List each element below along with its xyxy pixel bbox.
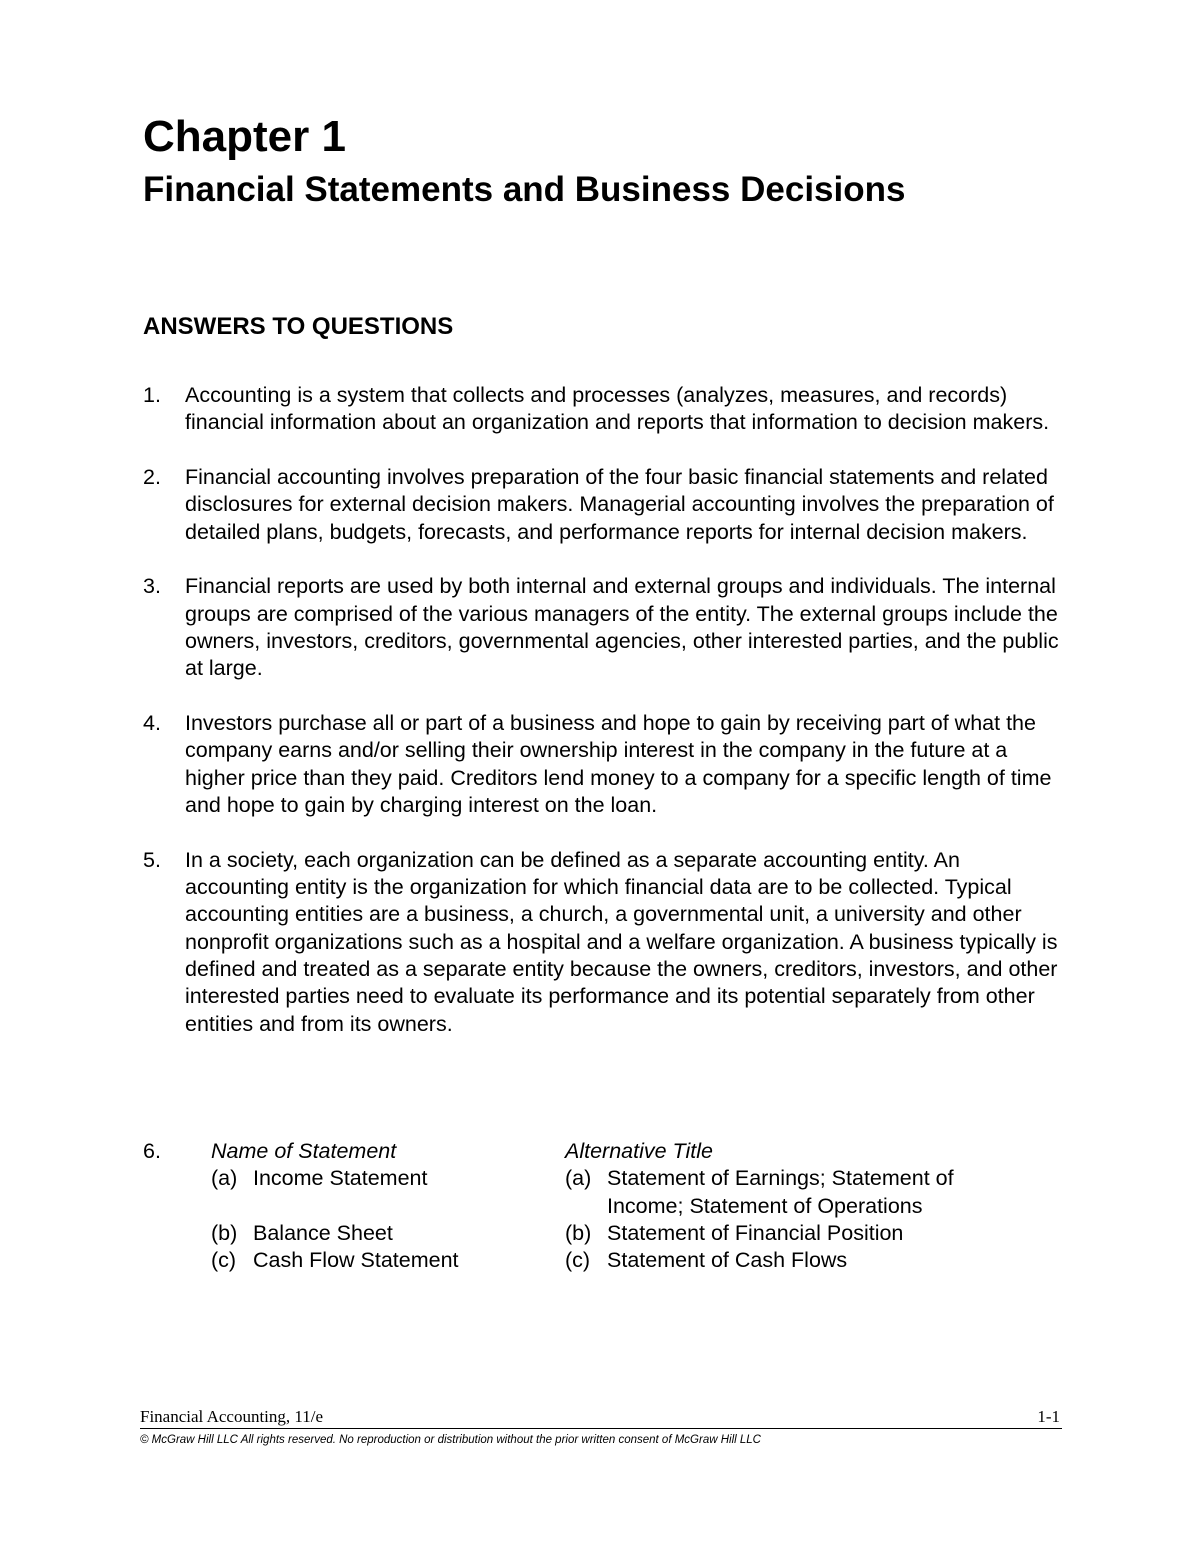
- statement-name: Income Statement: [253, 1166, 428, 1191]
- answer-number: 2.: [143, 465, 161, 490]
- answer-text: Financial accounting involves preparation of the four basic financial statements and related disclosures for external decision makers. Managerial accounting involves the preparation of detailed plans, budgets, forecasts, and performance reports for internal decision makers.: [185, 465, 1054, 544]
- alternative-title: Statement of Cash Flows: [607, 1248, 848, 1273]
- chapter-subtitle: Financial Statements and Business Decisions: [143, 170, 906, 209]
- footer-page-number: 1-1: [1037, 1407, 1060, 1426]
- chapter-title: Chapter 1: [143, 112, 346, 161]
- answer-text: Investors purchase all or part of a business and hope to gain by receiving part of what the company earns and/or selling their ownership interest in the company in the future at a higher price than they paid. Creditors lend money to a company for a specific length of time and hope to gain by charging interest on the loan.: [185, 711, 1052, 818]
- footer-copyright: © McGraw Hill LLC All rights reserved. No reproduction or distribution without the prior written consent of McGraw Hill LLC: [140, 1434, 761, 1446]
- footer-divider: [140, 1428, 1062, 1429]
- answers-list: [143, 382, 1063, 1065]
- answer-number: 6.: [143, 1139, 161, 1163]
- answer-item: [143, 464, 1063, 546]
- alternative-title: Statement of Earnings; Statement of Income; Statement of Operations: [607, 1166, 954, 1218]
- answer-item: [143, 382, 1063, 437]
- row-label: (a): [565, 1166, 592, 1191]
- answer-number: 3.: [143, 574, 161, 599]
- row-label: (c): [211, 1248, 237, 1273]
- answer-text: Accounting is a system that collects and processes (analyzes, measures, and records) financial information about an organization and reports that information to decision makers.: [185, 383, 1050, 435]
- statement-row: [211, 1220, 551, 1247]
- row-label: (a): [211, 1166, 238, 1191]
- column-header-name: Name of Statement: [211, 1139, 397, 1163]
- answer-number: 4.: [143, 711, 161, 736]
- answer-text: In a society, each organization can be defined as a separate accounting entity. An accounting entity is the organization for which financial data are to be collected. Typical accounting entities are a business, a church, a governmental unit, a university and other nonprofit organizations such as a hospital and a welfare organization. A business typically is defined and treated as a separate entity because the owners, creditors, investors, and other interested parties need to evaluate its performance and its potential separately from other entities and from its owners.: [185, 847, 1058, 1036]
- answer-item: [143, 847, 1063, 1038]
- alternative-title: Statement of Financial Position: [607, 1220, 904, 1245]
- statement-name-column: [211, 1138, 551, 1274]
- statement-row: [211, 1165, 551, 1192]
- statement-name: Cash Flow Statement: [253, 1248, 459, 1273]
- statement-row: [211, 1247, 551, 1274]
- answer-text: Financial reports are used by both internal and external groups and individuals. The internal groups are comprised of the various managers of the entity. The external groups include the owners, investors, creditors, governmental agencies, other interested parties, and the public at large.: [185, 574, 1059, 681]
- section-heading: ANSWERS TO QUESTIONS: [143, 313, 454, 340]
- row-label: (c): [565, 1248, 591, 1273]
- answer-number: 5.: [143, 847, 161, 872]
- row-label: (b): [211, 1220, 238, 1245]
- answer-item: [143, 710, 1063, 819]
- alternative-row: [565, 1165, 1005, 1220]
- answer-number: 1.: [143, 383, 161, 407]
- statement-name: Balance Sheet: [253, 1220, 393, 1245]
- answer-item: [143, 573, 1063, 682]
- row-label: (b): [565, 1220, 592, 1245]
- alternative-row: [565, 1247, 1005, 1274]
- footer-book-title: Financial Accounting, 11/e: [140, 1407, 324, 1426]
- alternative-row: [565, 1220, 1005, 1247]
- alternative-title-column: [565, 1138, 1005, 1274]
- column-header-alternative: Alternative Title: [565, 1139, 713, 1163]
